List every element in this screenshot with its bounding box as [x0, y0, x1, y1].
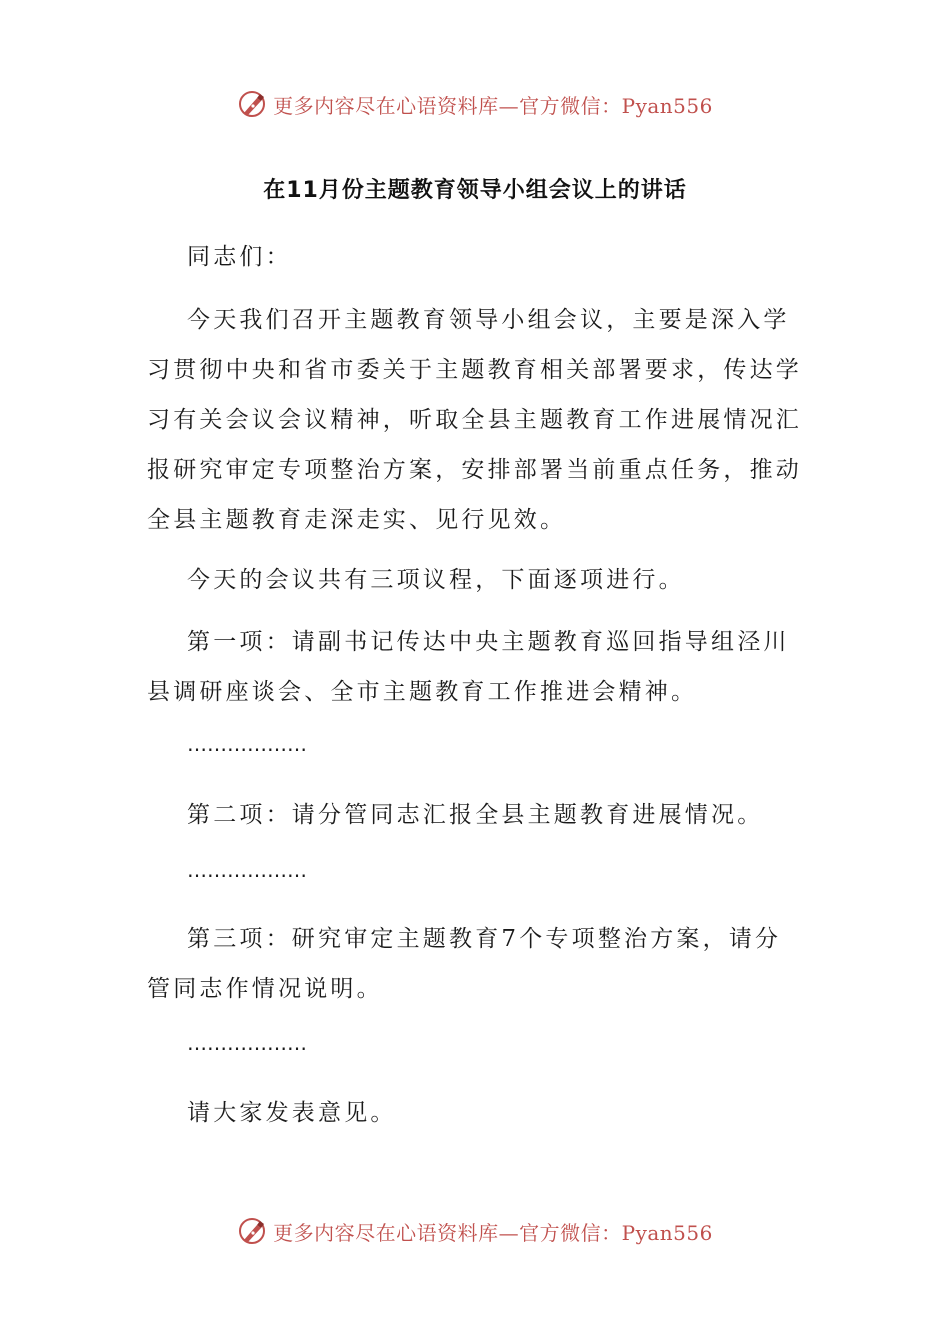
paragraph-item-one: 第一项：请副书记传达中央主题教育巡回指导组泾川县调研座谈会、全市主题教育工作推进会精神。: [147, 629, 790, 705]
paragraph-item-three: 第三项：研究审定主题教育7个专项整治方案，请分管同志作情况说明。: [147, 926, 782, 1002]
paragraph-item-two: 第二项：请分管同志汇报全县主题教育进展情况。: [187, 802, 764, 828]
paragraph-intro: 今天我们召开主题教育领导小组会议，主要是深入学习贯彻中央和省市委关于主题教育相关部署要求，传达学习有关会议会议精神，听取全县主题教育工作进展情况汇报研究审定专项整治方案，安排部署当前重点任务，推动全县主题教育走深走实、见行见效。: [147, 307, 802, 533]
paragraph-closing: 请大家发表意见。: [187, 1100, 397, 1126]
header-banner-text: 更多内容尽在心语资料库—官方微信：Pyan556: [273, 93, 713, 118]
footer-banner: [0, 1211, 950, 1251]
footer-banner-text: 更多内容尽在心语资料库—官方微信：Pyan556: [273, 1220, 713, 1245]
pen-nib-logo-icon: [237, 89, 267, 119]
ellipsis-divider: ………………: [187, 1031, 307, 1055]
pen-nib-logo-icon: [237, 1216, 267, 1246]
ellipsis-divider: ………………: [187, 858, 307, 882]
salutation: 同志们：: [187, 244, 292, 270]
header-banner: [0, 84, 950, 124]
document-title: 在11月份主题教育领导小组会议上的讲话: [263, 178, 687, 203]
ellipsis-divider: ………………: [187, 732, 307, 756]
paragraph-agenda: 今天的会议共有三项议程，下面逐项进行。: [187, 567, 685, 593]
